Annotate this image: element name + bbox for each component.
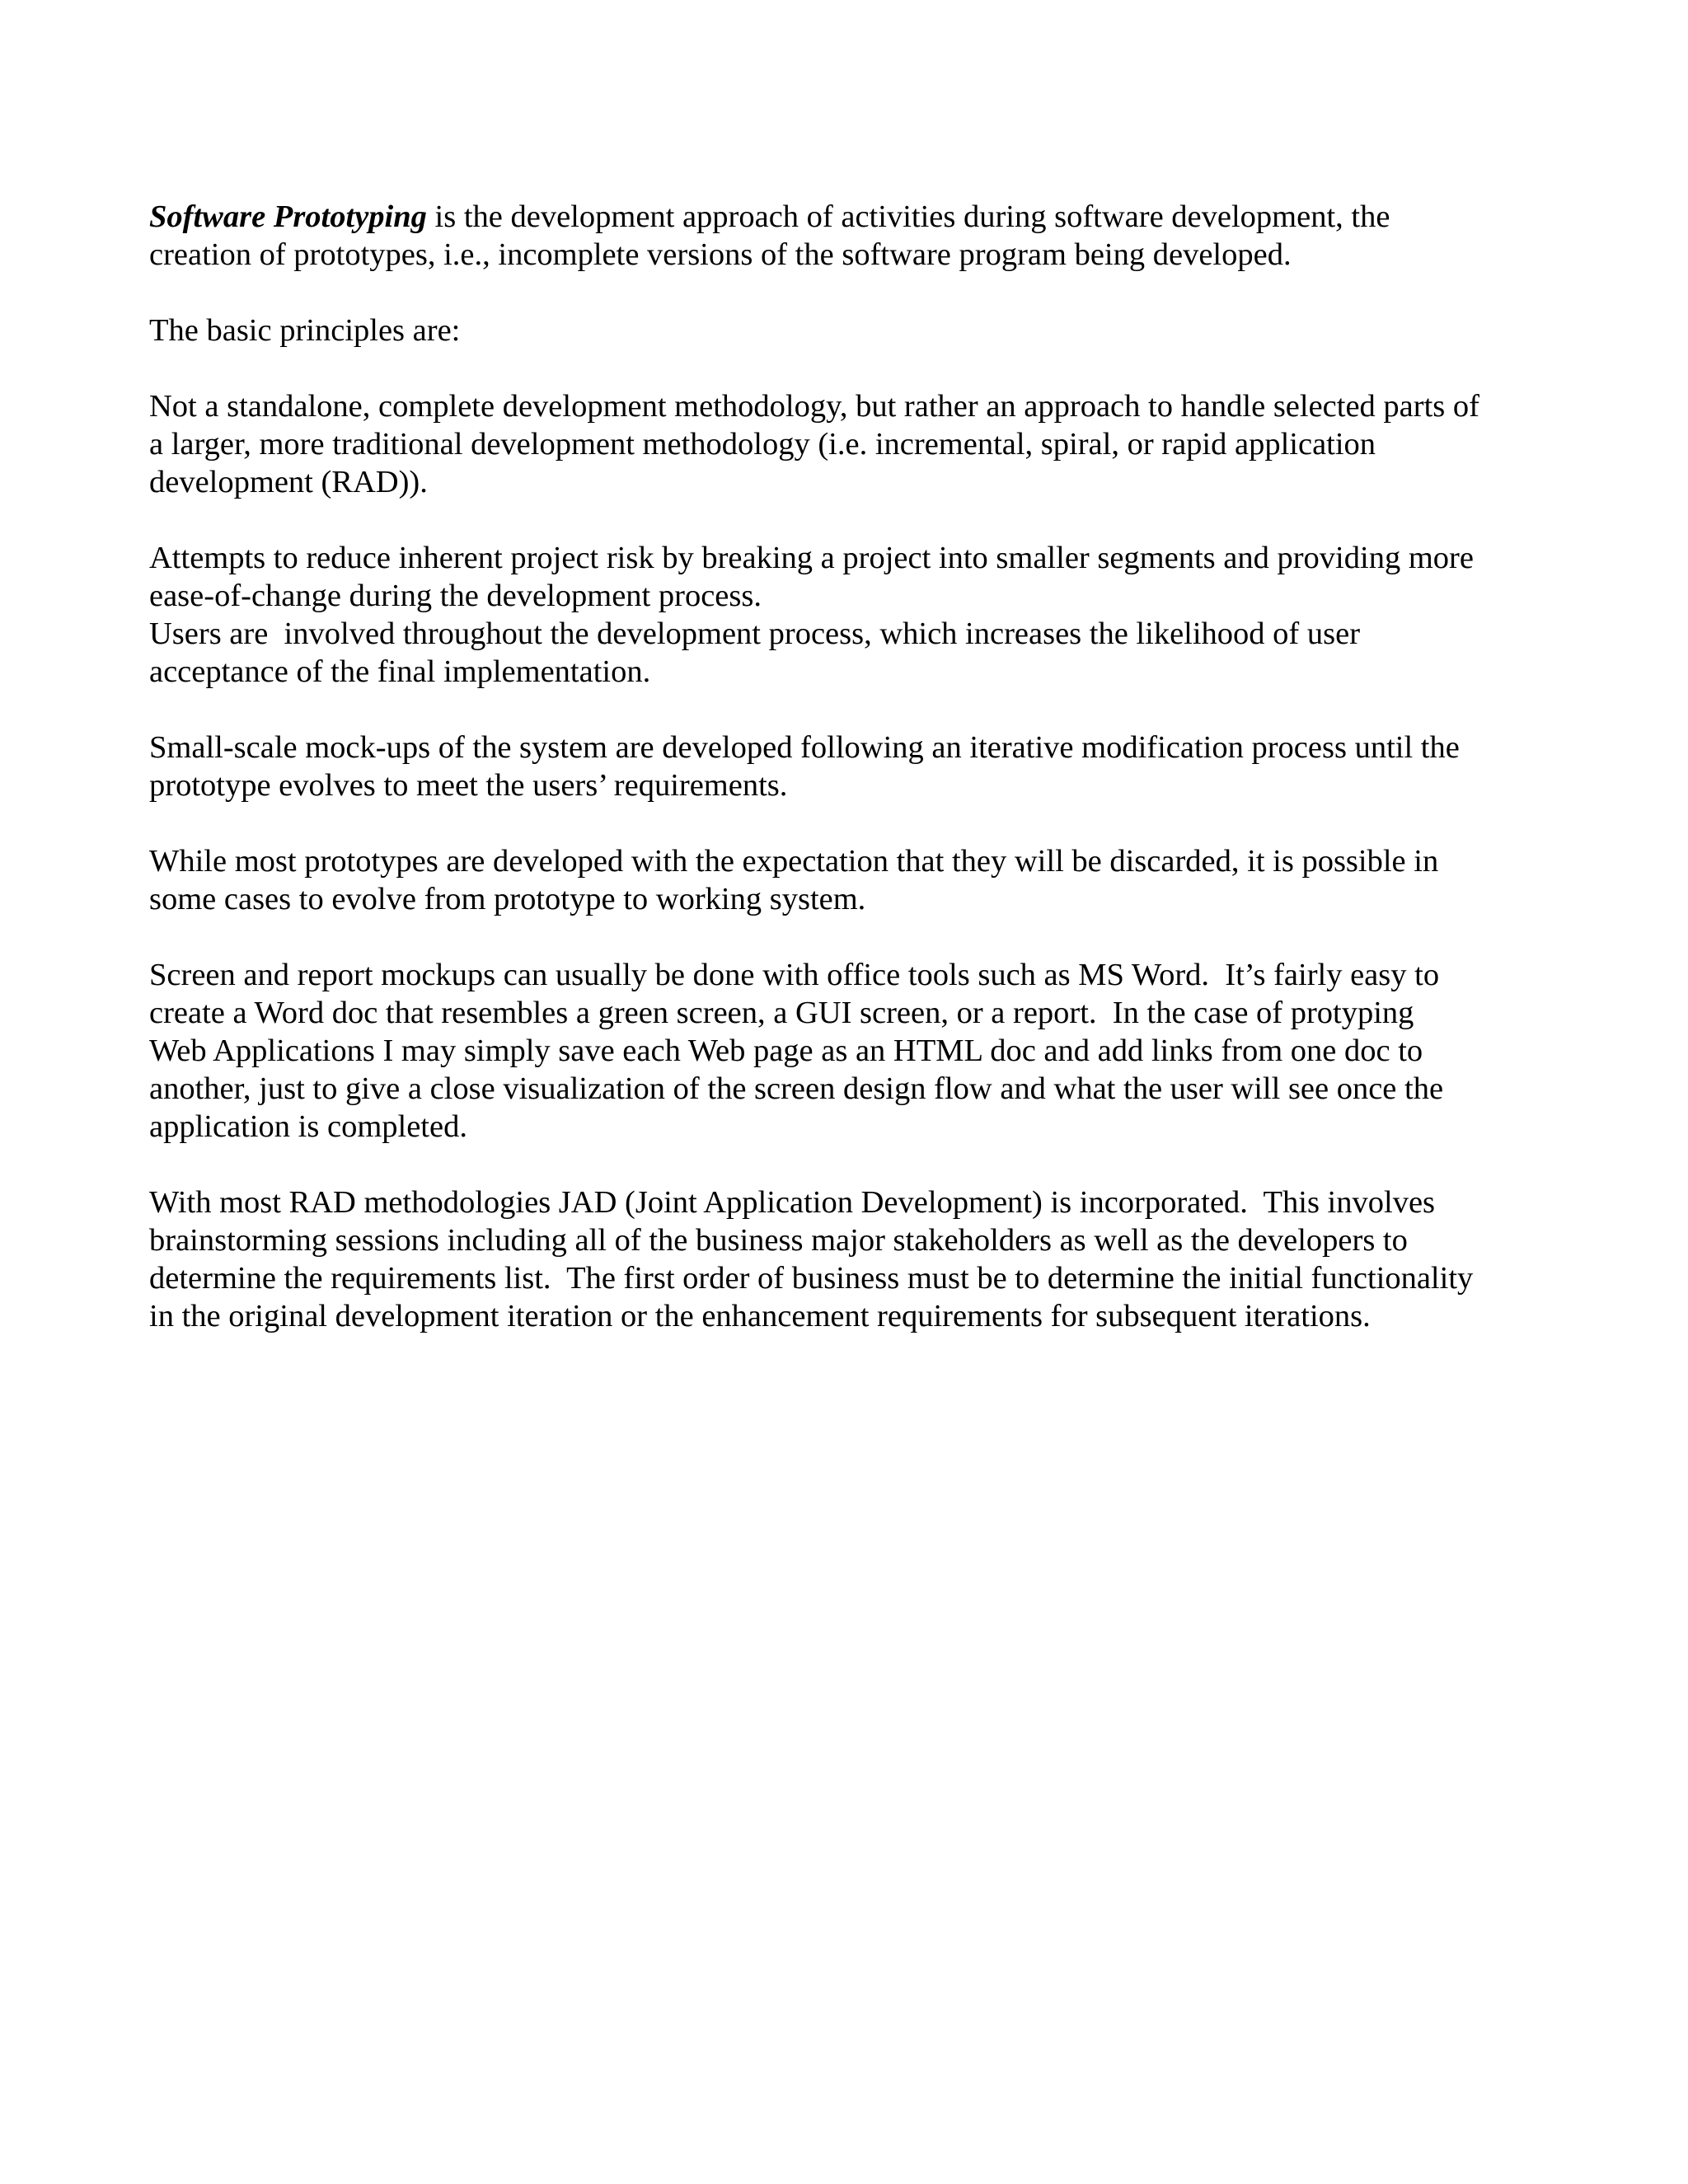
intro-line-2: creation of prototypes, i.e., incomplete versions of the software program being developed. [149, 237, 1292, 272]
paragraph-line: prototype evolves to meet the users’ requirements. [149, 768, 788, 803]
paragraph-line: determine the requirements list. The first order of business must be to determine the initial functionality [149, 1261, 1474, 1296]
paragraph-rad-approach [149, 387, 1550, 501]
paragraph-line: While most prototypes are developed with the expectation that they will be discarded, it is possible in [149, 844, 1439, 879]
paragraph-line: acceptance of the final implementation. [149, 654, 651, 689]
paragraph-line: Users are involved throughout the development process, which increases the likelihood of user [149, 616, 1361, 651]
principles-heading-text: The basic principles are: [149, 313, 461, 348]
intro-line-1-text: is the development approach of activities during software development, the [426, 199, 1390, 234]
principles-heading [149, 312, 1550, 349]
paragraph-line: Attempts to reduce inherent project risk by breaking a project into smaller segments and providing more [149, 541, 1474, 575]
paragraph-line: Small-scale mock-ups of the system are developed following an iterative modification process until the [149, 730, 1460, 765]
paragraph-line: some cases to evolve from prototype to working system. [149, 882, 866, 916]
paragraph-line: ease-of-change during the development process. [149, 579, 762, 613]
paragraph-mockups-iterative [149, 729, 1550, 804]
paragraph-line: development (RAD)). [149, 465, 428, 499]
paragraph-line: application is completed. [149, 1109, 467, 1144]
document-body [149, 198, 1550, 1373]
paragraph-office-tools [149, 956, 1550, 1146]
intro-line-1 [149, 198, 1550, 236]
paragraph-user-involvement [149, 615, 1550, 691]
paragraph-line: in the original development iteration or the enhancement requirements for subsequent iterations. [149, 1299, 1371, 1333]
paragraph-line: brainstorming sessions including all of the business major stakeholders as well as the developers to [149, 1223, 1408, 1258]
paragraph-line: Not a standalone, complete development methodology, but rather an approach to handle selected parts of [149, 389, 1479, 424]
paragraph-line: With most RAD methodologies JAD (Joint Application Development) is incorporated. This involves [149, 1185, 1436, 1220]
paragraph-line: create a Word doc that resembles a green screen, a GUI screen, or a report. In the case of protyping [149, 996, 1414, 1030]
paragraph-jad [149, 1183, 1550, 1335]
intro-paragraph [149, 198, 1550, 274]
paragraph-discarded-prototypes [149, 842, 1550, 918]
lead-term: Software Prototyping [149, 199, 427, 234]
paragraph-line: a larger, more traditional development methodology (i.e. incremental, spiral, or rapid application [149, 427, 1376, 462]
paragraph-line: Screen and report mockups can usually be done with office tools such as MS Word. It’s fairly easy to [149, 958, 1440, 992]
paragraph-line: Web Applications I may simply save each Web page as an HTML doc and add links from one doc to [149, 1033, 1423, 1068]
paragraph-line: another, just to give a close visualization of the screen design flow and what the user will see once the [149, 1071, 1444, 1106]
paragraph-risk-reduction [149, 539, 1550, 615]
